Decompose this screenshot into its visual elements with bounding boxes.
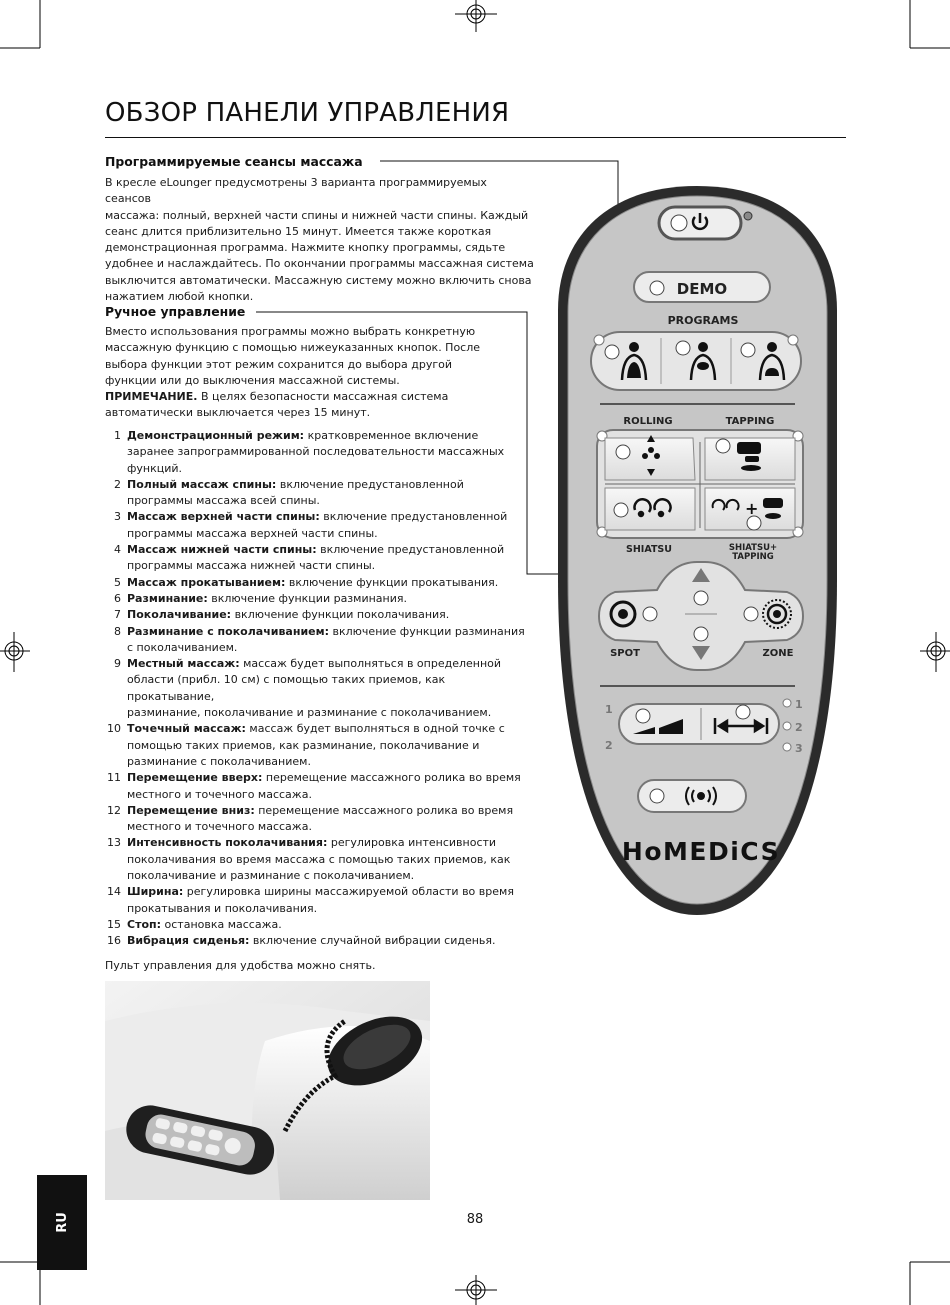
feature-number: 14 [107,885,121,899]
zone-label: ZONE [762,648,794,659]
feature-text: включение случайной вибрации сиденья. [249,934,496,948]
feature-text: включение предустановленной [276,477,464,491]
demo-label: DEMO [676,280,728,298]
text-line: демонстрационная программа. Нажмите кнопку программы, сядьте [105,241,506,255]
massage-mode-pad [597,430,803,538]
text-line: сеанс длится приблизительно 15 минут. Имеется также короткая [105,224,492,238]
shiatsu-tapping-button[interactable] [705,488,795,530]
feature-text: включение предустановленной [319,510,508,524]
spot-label: SPOT [610,648,640,659]
rolling-label: ROLLING [623,416,673,427]
feature-term: Разминание: [127,591,208,605]
feature-number: 7 [114,608,121,622]
feature-text: программы массажа верхней части спины. [127,526,378,540]
language-tab-label: RU [54,1212,70,1233]
feature-term: Перемещение вверх: [127,771,263,785]
text-line: В кресле eLounger предусмотрены 3 варианта программируемых сеансов [105,176,487,206]
text-line: удобнее и наслаждайтесь. По окончании программы массажная система [105,257,534,271]
feature-text: разминание, поколачивание и разминание с поколачиванием. [127,706,492,720]
feature-text: функций. [127,461,183,475]
feature-term: Местный массаж: [127,657,240,671]
feature-term: Точечный массаж: [127,722,246,736]
feature-text: программы массажа нижней части спины. [127,559,376,573]
feature-term: Полный массаж спины: [127,477,277,491]
text-line: Вместо использования программы можно выбрать конкретную [105,325,476,338]
feature-number: 12 [107,803,121,817]
power-button[interactable] [659,207,752,239]
feature-text: прокатывания и поколачивания. [127,901,318,915]
feature-number: 4 [114,543,121,557]
text-line: выключится автоматически. Массажную систему можно включить снова [105,273,532,287]
manual-heading: Ручное управление [105,304,246,319]
feature-number: 3 [114,510,121,524]
brand-logo: HoMEDiCS [621,837,781,866]
feature-number: 8 [114,624,121,638]
feature-text: перемещение массажного ролика во время [262,771,521,785]
feature-text: перемещение массажного ролика во время [254,803,514,817]
feature-text: местного и точечного массажа. [127,787,312,801]
feature-term: Интенсивность поколачивания: [127,836,328,850]
feature-text: поколачивание и разминание с поколачиванием. [127,869,415,883]
callout-manual [256,312,596,574]
programs-label: PROGRAMS [667,314,739,327]
feature-text: включение функции прокатывания. [285,575,499,589]
feature-term: Массаж верхней части спины: [127,510,320,524]
shiatsu-label: SHIATSU [626,544,672,555]
page-title: ОБЗОР ПАНЕЛИ УПРАВЛЕНИЯ [105,98,510,128]
feature-text: поколачивания во время массажа с помощью таких приемов, как [127,852,511,866]
seat-vibration-button[interactable] [638,780,746,812]
feature-number: 6 [114,591,121,605]
svg-text:+: + [745,499,759,518]
feature-number: 9 [114,657,121,671]
feature-term: Вибрация сиденья: [127,934,250,948]
feature-number: 10 [107,722,121,736]
feature-text: заранее запрограммированной последовательности массажных [127,445,505,459]
feature-number: 2 [114,477,121,491]
shiatsu-tapping-label-1: SHIATSU+ [728,543,778,553]
feature-number: 13 [107,836,121,850]
feature-term: Поколачивание: [127,608,232,622]
page-number: 88 [466,1212,484,1227]
feature-text: регулировка интенсивности [327,836,497,850]
intensity-level-2: 2 [605,739,613,752]
feature-text: кратковременное включение [304,429,479,442]
note-text: В целях безопасности массажная система [197,390,449,404]
feature-term: Массаж прокатыванием: [127,575,286,589]
tapping-label: TAPPING [725,416,775,427]
feature-number: 16 [107,934,121,948]
feature-text: включение функции разминания [329,624,525,638]
text-line: нажатием любой кнопки. [105,290,254,304]
feature-term: Стоп: [127,917,162,931]
width-level-1: 1 [795,698,803,711]
text-line: функции или до выключения массажной системы. [105,373,400,387]
feature-number: 5 [114,575,121,589]
feature-number: 15 [107,917,121,931]
feature-text: местного и точечного массажа. [127,820,312,834]
feature-term: Перемещение вниз: [127,803,255,817]
programs-heading: Программируемые сеансы массажа [105,154,363,169]
rolling-button[interactable] [605,435,695,480]
feature-text: программы массажа всей спины. [127,494,320,508]
photo-caption: Пульт управления для удобства можно снять. [105,959,376,972]
feature-term: Массаж нижней части спины: [127,543,317,557]
feature-text: разминание с поколачиванием. [127,754,311,768]
feature-text: остановка массажа. [161,917,282,931]
remote-control [555,180,840,920]
demo-button[interactable] [634,272,770,302]
feature-text: массаж будет выполняться в одной точке с [245,722,505,736]
feature-term: Ширина: [127,885,184,899]
tapping-button[interactable] [705,438,795,480]
feature-number: 11 [107,771,121,785]
feature-text: с поколачиванием. [127,640,238,654]
shiatsu-button[interactable] [605,488,695,530]
note-label: ПРИМЕЧАНИЕ. [105,390,198,404]
note-line: автоматически выключается через 15 минут. [105,406,371,420]
feature-text: включение функции поколачивания. [231,608,450,622]
feature-term: Демонстрационный режим: [127,429,305,442]
feature-text: включение предустановленной [316,543,505,557]
feature-text: регулировка ширины массажируемой области во время [183,885,514,899]
intensity-level-1: 1 [605,703,613,716]
width-level-3: 3 [795,742,803,755]
feature-text: помощью таких приемов, как разминание, поколачивание и [127,738,480,752]
feature-term: Разминание с поколачиванием: [127,624,330,638]
shiatsu-tapping-label-2: TAPPING [732,552,774,562]
text-line: массажную функцию с помощью нижеуказанных кнопок. После [105,341,481,355]
feature-text: массаж будет выполняться в определенной [239,657,502,671]
feature-text: включение функции разминания. [207,591,407,605]
text-line: выбора функции этот режим сохранится до выбора другой [105,357,453,371]
feature-number: 1 [114,429,121,442]
programs-button-group [591,332,801,390]
text-line: массажа: полный, верхней части спины и нижней части спины. Каждый [105,208,529,222]
feature-text: области (прибл. 10 см) с помощью таких приемов, как прокатывание, [127,673,446,703]
width-level-2: 2 [795,721,803,734]
